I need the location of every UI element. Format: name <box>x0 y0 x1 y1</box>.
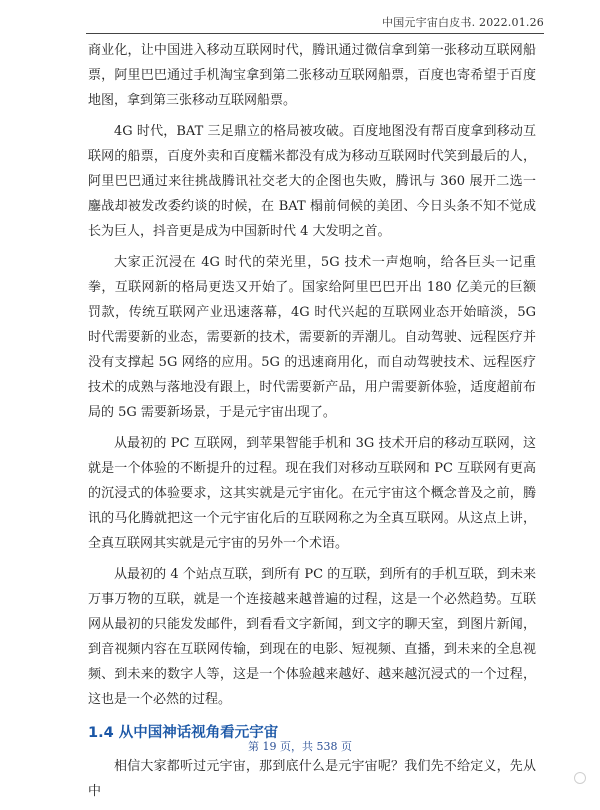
paragraph-1: 商业化，让中国进入移动互联网时代，腾讯通过微信拿到第一张移动互联网船票，阿里巴巴通过手机淘宝拿到第二张移动互联网船票，百度也寄希望于百度地图，拿到第三张移动互联网船票。 <box>88 43 536 108</box>
page-number: 第 19 页，共 538 页 <box>248 740 352 753</box>
circle-logo-icon <box>574 772 586 784</box>
paragraph-6: 相信大家都听过元宇宙，那到底什么是元宇宙呢？我们先不给定义，先从中 <box>88 759 536 799</box>
paragraph-2: 4G 时代，BAT 三足鼎立的格局被攻破。百度地图没有帮百度拿到移动互联网的船票，百度外卖和百度糯米都没有成为移动互联网时代笑到最后的人，阿里巴巴通过来往挑战腾讯社交老大的企图也失败，腾讯与 360 展开二选一鏖战却被发改委约谈的时候，在 BAT 榻前伺候的美团、今日头条不知不觉成长为巨人，抖音更是成为中国新时代 4 大发明之首。 <box>88 124 536 239</box>
page-header: 中国元宇宙白皮书. 2022.01.26 <box>382 16 544 29</box>
paragraph-3: 大家正沉浸在 4G 时代的荣光里，5G 技术一声炮响，给各巨头一记重拳，互联网新的格局更迭又开始了。国家给阿里巴巴开出 180 亿美元的巨额罚款，传统互联网产业迅速落幕，4G 时代兴起的互联网业态开始暗淡，5G 时代需要新的业态，需要新的技术，需要新的弄潮儿。自动驾驶、远程医疗并没有支撑起 5G 网络的应用。5G 的迅速商用化，而自动驾驶技术、远程医疗技术的成熟与落地没有跟上，时代需要新产品，用户需要新体验，适度超前布局的 5G 需要新场景，于是元宇宙出现了。 <box>88 255 536 420</box>
header-rule <box>86 33 544 34</box>
paragraph-5: 从最初的 4 个站点互联，到所有 PC 的互联，到所有的手机互联，到未来万事万物的互联，就是一个连接越来越普遍的过程，这是一个必然趋势。互联网从最初的只能发发邮件，到看看文字新闻，到文字的聊天室，到图片新闻，到音视频内容在互联网传输，到现在的电影、短视频、直播，到未来的全息视频、到未来的数字人等，这是一个体验越来越好、越来越沉浸式的一个过程，这也是一个必然的过程。 <box>88 567 536 707</box>
paragraph-4: 从最初的 PC 互联网，到苹果智能手机和 3G 技术开启的移动互联网，这就是一个体验的不断提升的过程。现在我们对移动互联网和 PC 互联网有更高的沉浸式的体验要求，这其实就是元宇宙化。在元宇宙这个概念普及之前，腾讯的马化腾就把这一个元宇宙化后的互联网称之为全真互联网。从这点上讲，全真互联网其实就是元宇宙的另外一个术语。 <box>88 436 536 551</box>
section-heading: 1.4 从中国神话视角看元宇宙 <box>88 725 279 741</box>
watermark <box>574 772 586 784</box>
page-body <box>88 38 536 810</box>
